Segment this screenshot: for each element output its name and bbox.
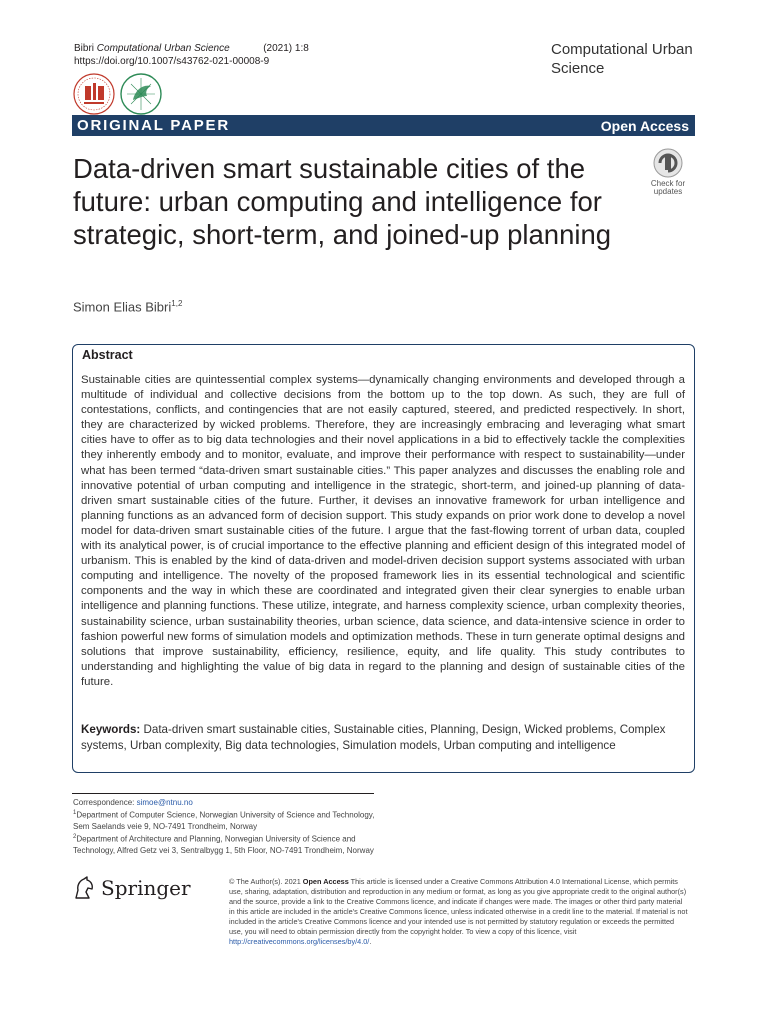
- license-text: © The Author(s). 2021 Open Access This article is licensed under a Creative Commons Attribution 4.0 International License, which permits use, sharing, adaptation, distribution and reproduction in any medium or format, as long as you give appropriate credit to the original author(s) and the source, provide a link to the Creative Commons licence, and indicate if changes were made. The images or other third party material in this article are included in the article's Creative Commons licence, unless indicated otherwise in a credit line to the material. If material is not included in the article's Creative Commons licence and your intended use is not permitted by statutory regulation or exceeds the permitted use, you will need to obtain permission directly from the copyright holder. To view a copy of this licence, visit http://creativecommons.org/licenses/by/4.0/.: [229, 877, 688, 946]
- keywords-text: Data-driven smart sustainable cities, Sustainable cities, Planning, Design, Wicked problems, Complex systems, Urban complexity, Big data technologies, Simulation models, Urban computing and intelligence: [81, 723, 666, 752]
- journal-name: Computational Urban Science: [551, 41, 693, 77]
- affiliation-2: $^2$Department of Architecture and Planning, Norwegian University of Science and Technology, Alfred Getz vei 3, Sentralbygg 1, 5th Floor, NO-7491 Trondheim, Norway: [73, 834, 374, 856]
- green-bird-logo: [119, 72, 163, 116]
- university-seal-logo: [72, 72, 116, 116]
- correspondence-footnote: [73, 797, 378, 856]
- article-type-banner: [72, 115, 695, 136]
- springer-logo: [73, 876, 191, 900]
- abstract-heading: Abstract: [82, 348, 133, 362]
- doi-link[interactable]: https://doi.org/10.1007/s43762-021-00008-9: [74, 56, 270, 67]
- citation-line: [74, 42, 309, 55]
- header-journal: Computational Urban Science: [96, 43, 230, 54]
- open-access-label: Open Access: [600, 117, 689, 134]
- keywords: [81, 722, 685, 753]
- running-header: [74, 42, 309, 68]
- check-for-updates-icon: [642, 148, 694, 182]
- header-author: Bibri: [74, 43, 95, 54]
- footnote-divider: [72, 793, 374, 794]
- springer-horse-logo: [73, 876, 95, 900]
- check-for-updates-label: Check for updates: [650, 179, 686, 196]
- article-type-label: ORIGINAL PAPER: [77, 117, 230, 134]
- correspondence-label: Correspondence:: [73, 798, 135, 807]
- author-name: Simon Elias Bibri: [73, 299, 172, 315]
- keywords-label: Keywords:: [81, 723, 141, 736]
- article-title: Data-driven smart sustainable cities of the future: urban computing and intelligence for strategic, short-term, and joined-up planning: [73, 153, 612, 250]
- affiliation-1: $^1$Department of Computer Science, Norwegian University of Science and Technology, Sem Saelands veie 9, NO-7491 Trondheim, Norway: [73, 810, 375, 832]
- author-affiliation-marks: 1,2: [171, 299, 183, 308]
- abstract-text: Sustainable cities are quintessential complex systems—dynamically changing environments and developed through a multitude of individual and collective decisions from the bottom up to the top down. As such, they are full of contestations, conflicts, and contingencies that are not easily captured, steered, and predicted respectively. In short, they are characterized by wicked problems. Therefore, they are increasingly embracing and leveraging what smart cities have to offer as to big data technologies and their novel applications in a bid to effectively tackle the complexities they inherently embody and to monitor, evaluate, and improve their performance with respect to sustainability—under what has been termed “data-driven smart sustainable cities.” This paper analyzes and discusses the enabling role and innovative potential of urban computing and intelligence in the strategic, short-term, and joined-up planning of data-driven smart sustainable cities of the future. Further, it devises an innovative framework for urban intelligence and planning functions as an advanced form of decision support. This study expands on prior work done to develop a novel model for data-driven smart sustainable cities of the future. I argue that the fast-flowing torrent of urban data, coupled with its analytical power, is of crucial importance to the effective planning and efficient design of this integrated model of urbanism. This is enabled by the kind of data-driven and model-driven decision support systems associated with urban computing and intelligence. The novelty of the proposed framework lies in its essential technological and scientific components and the way in which these are coordinated and integrated given their clear synergies to enable urban intelligence and planning functions. These utilize, integrate, and harness complexity science, urban complexity theories, sustainability science, urban sustainability theories, urban science, data science, and data-intensive science in order to fashion powerful new forms of simulation models and optimization methods. These in turn generate optimal designs and solutions that improve sustainability, efficiency, resilience, equity, and life quality. This study contributes to understanding and highlighting the value of big data in regard to the planning and design of sustainable cities of the future.: [81, 374, 685, 688]
- header-year-volume: (2021) 1:8: [263, 43, 309, 54]
- check-for-updates-badge[interactable]: [642, 148, 694, 200]
- correspondence-email[interactable]: simoe@ntnu.no: [136, 798, 193, 807]
- author-line: [73, 299, 182, 314]
- publisher-name: Springer: [101, 876, 191, 900]
- license-link[interactable]: http://creativecommons.org/licenses/by/4.0/: [229, 937, 370, 946]
